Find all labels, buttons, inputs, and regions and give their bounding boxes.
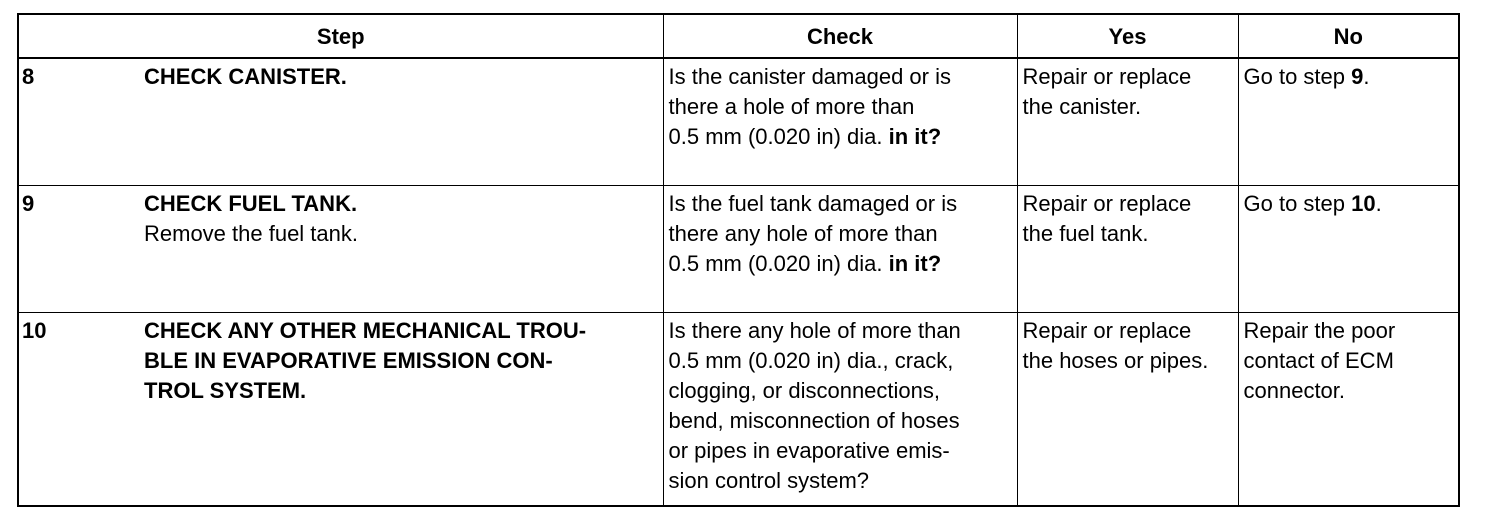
yes-text: the fuel tank. <box>1022 221 1149 246</box>
check-text: sion control system? <box>668 468 870 493</box>
check-cell <box>663 58 1017 186</box>
yes-text: Repair or replace <box>1022 191 1192 216</box>
yes-cell <box>1017 313 1238 507</box>
no-text: connector. <box>1243 378 1346 403</box>
yes-text: the hoses or pipes. <box>1022 348 1209 373</box>
yes-text: Repair or replace <box>1022 64 1192 89</box>
step-cell <box>18 186 663 313</box>
check-text: 0.5 mm (0.020 in) dia., crack, <box>668 348 954 373</box>
step-description: Remove the fuel tank. <box>144 221 359 246</box>
check-text: 0.5 mm (0.020 in) dia. <box>668 124 883 149</box>
yes-cell <box>1017 186 1238 313</box>
check-text: there any hole of more than <box>668 221 938 246</box>
no-cell <box>1238 313 1459 507</box>
step-number: 8 <box>22 64 35 89</box>
step-cell <box>18 58 663 186</box>
header-yes: Yes <box>1017 14 1238 58</box>
step-cell <box>18 313 663 507</box>
step-title: BLE IN EVAPORATIVE EMISSION CON- <box>144 348 553 373</box>
check-text: Is the canister damaged or is <box>668 64 951 89</box>
no-cell <box>1238 58 1459 186</box>
check-cell <box>663 313 1017 507</box>
check-text: 0.5 mm (0.020 in) dia. <box>668 251 883 276</box>
check-text-bold: in it? <box>888 124 942 149</box>
diagnostic-table <box>17 13 1460 507</box>
step-title: CHECK FUEL TANK. <box>144 191 358 216</box>
table-row <box>18 58 1459 186</box>
no-cell <box>1238 186 1459 313</box>
check-text: Is the fuel tank damaged or is <box>668 191 958 216</box>
no-step-ref: 10 <box>1351 191 1376 216</box>
header-check: Check <box>663 14 1017 58</box>
step-title: CHECK CANISTER. <box>144 64 347 89</box>
no-text-suffix: . <box>1363 64 1370 89</box>
step-title: TROL SYSTEM. <box>144 378 307 403</box>
check-text: bend, misconnection of hoses <box>668 408 960 433</box>
header-step: Step <box>18 14 663 58</box>
no-step-ref: 9 <box>1351 64 1364 89</box>
table-row <box>18 186 1459 313</box>
no-text-suffix: . <box>1375 191 1382 216</box>
check-text: or pipes in evaporative emis- <box>668 438 950 463</box>
no-text: contact of ECM <box>1243 348 1394 373</box>
yes-cell <box>1017 58 1238 186</box>
check-cell <box>663 186 1017 313</box>
no-text: Go to step <box>1243 64 1352 89</box>
no-text: Repair the poor <box>1243 318 1396 343</box>
header-no: No <box>1238 14 1459 58</box>
step-title: CHECK ANY OTHER MECHANICAL TROU- <box>144 318 587 343</box>
step-number: 9 <box>22 191 35 216</box>
yes-text: the canister. <box>1022 94 1142 119</box>
yes-text: Repair or replace <box>1022 318 1192 343</box>
check-text: clogging, or disconnections, <box>668 378 940 403</box>
step-number: 10 <box>22 318 47 343</box>
check-text: there a hole of more than <box>668 94 915 119</box>
check-text-bold: in it? <box>888 251 942 276</box>
table-row <box>18 313 1459 507</box>
table-header-row <box>18 14 1459 58</box>
check-text: Is there any hole of more than <box>668 318 961 343</box>
no-text: Go to step <box>1243 191 1352 216</box>
